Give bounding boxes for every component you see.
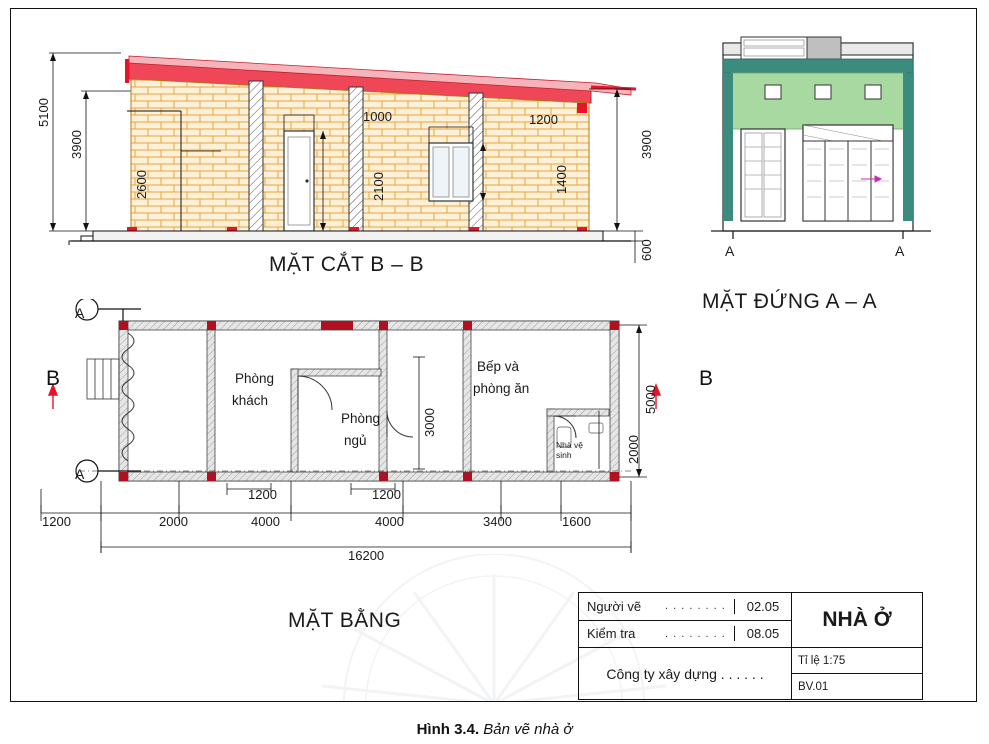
plan-dim-inner-1200-b: 1200 [372, 487, 401, 502]
section-mark-b-left: B [46, 367, 61, 390]
dim-door-width: 1000 [363, 109, 392, 124]
plan-title: MẶT BẰNG [288, 609, 402, 632]
title-block [578, 592, 923, 700]
tb-code: BV.01 [798, 680, 829, 693]
figure-caption [0, 721, 989, 738]
plan-dim-b2: 4000 [251, 514, 280, 529]
dim-600: 600 [639, 239, 654, 261]
plan-dim-2000: 2000 [626, 435, 641, 464]
plan-dim-b5: 1600 [562, 514, 591, 529]
plan-axis-top-label: A [75, 305, 85, 321]
dim-3900-right: 3900 [639, 130, 654, 159]
plan-dim-inner-1200-a: 1200 [248, 487, 277, 502]
dim-window-height: 1400 [554, 165, 569, 194]
drawing-sheet [10, 8, 977, 702]
plan-dim-b1: 2000 [159, 514, 188, 529]
tb-project-name: NHÀ Ở [822, 608, 892, 631]
section-title: MẶT CẮT B – B [269, 253, 425, 276]
plan-dim-b3: 4000 [375, 514, 404, 529]
elevation-title: MẶT ĐỨNG A – A [702, 290, 878, 313]
section-mark-b-right: B [699, 367, 714, 390]
tb-row0-value: 02.05 [734, 599, 791, 614]
tb-row1-value: 08.05 [734, 626, 791, 641]
plan-dim-b0: 1200 [42, 514, 71, 529]
view-elevation-aa [711, 29, 931, 239]
dim-5100: 5100 [36, 98, 51, 127]
tb-company: Công ty xây dựng . . . . . . [579, 648, 792, 699]
elevation-axis-left-label: A [725, 243, 735, 259]
room-label-bedroom-1: Phòng [341, 411, 381, 426]
plan-dim-b4: 3400 [483, 514, 512, 529]
figure-caption-number: Hình 3.4. [416, 721, 480, 738]
tb-row1-dots: . . . . . . . . [665, 627, 726, 640]
tb-scale: Tỉ lệ 1:75 [792, 648, 922, 674]
dim-2600: 2600 [134, 170, 149, 199]
figure-caption-text: Bản vẽ nhà ở [479, 721, 573, 738]
dim-3900-left: 3900 [69, 130, 84, 159]
tb-row0-label: Người vẽ [587, 598, 642, 614]
plan-axis-bottom-label: A [75, 466, 85, 482]
tb-row0-dots: . . . . . . . . [665, 600, 726, 613]
room-label-wc-1: Nhà vệ [556, 440, 583, 450]
plan-dim-3000: 3000 [422, 408, 437, 437]
room-label-living-1: Phòng [235, 371, 275, 386]
dim-window-width: 1200 [529, 112, 558, 127]
room-label-kitchen-1: Bếp và [477, 359, 520, 374]
plan-dim-5000: 5000 [643, 385, 658, 414]
room-label-kitchen-2: phòng ăn [473, 381, 530, 396]
room-label-living-2: khách [232, 393, 269, 408]
dim-door-height: 2100 [371, 172, 386, 201]
tb-row1-label: Kiểm tra [587, 626, 636, 642]
room-label-wc-2: sinh [556, 450, 572, 460]
elevation-axis-right-label: A [895, 243, 905, 259]
plan-dim-total: 16200 [348, 548, 385, 563]
room-label-bedroom-2: ngủ [344, 433, 367, 448]
